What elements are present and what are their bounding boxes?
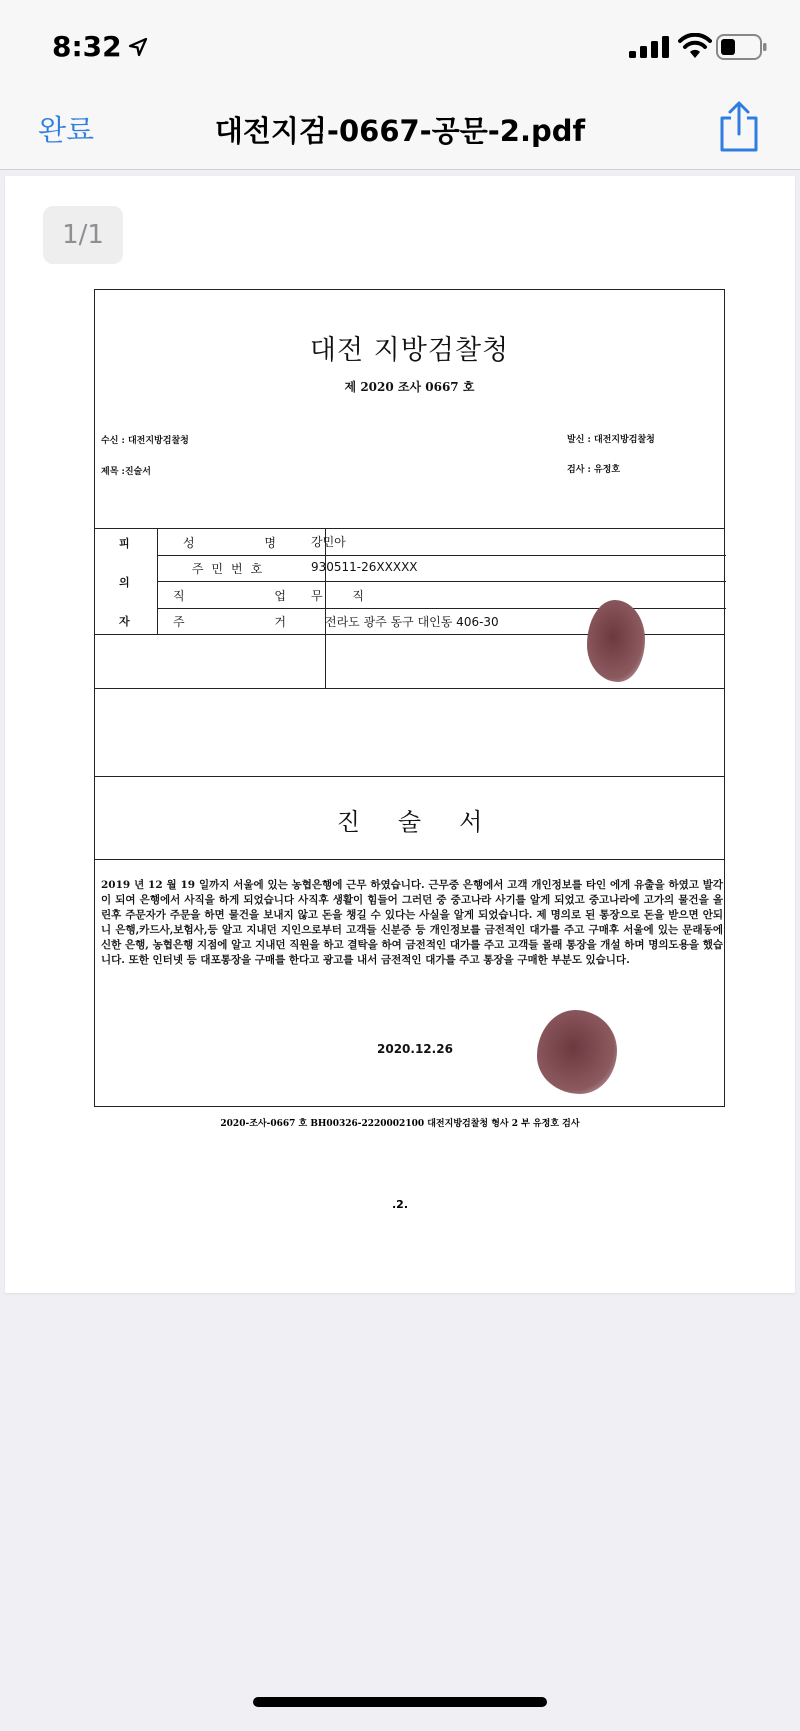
field-label-name: 성 명	[183, 536, 279, 550]
statement-date: 2020.12.26	[377, 1042, 453, 1056]
home-indicator[interactable]	[253, 1697, 547, 1707]
table-line	[95, 688, 724, 689]
table-line	[157, 555, 726, 556]
status-bar	[0, 0, 800, 90]
field-label-id-number: 주민번호	[191, 562, 271, 576]
done-button[interactable]: 완료	[38, 113, 95, 147]
prosecutor: 검사 : 유정호	[567, 465, 621, 475]
statement-body: 2019 년 12 월 19 일까지 서울에 있는 농협은행에 근무 하였습니다. 근무중 은행에서 고객 개인정보를 타인 에게 유출을 하였고 발각이 되여 은행에서 사직을 하게 되었습니다 사직후 생활이 힘들어 그러던 중 중고나라 사기를 알게 되었고 중고나라에 고가의 물건을 올린후 주문자가 주문을 하면 물건을 보내지 않고 돈을 챙길 수 있다는 사실을 알게 되었습니다. 제 명의로 된 통장으로 돈을 받으면 안되니 은행,카드사,보험사,등 알고 지내던 지인으로부터 고객들 신분증 등 개인정보를 금전적인 대가를 주고 구매후 서울에 있는 문래동에 신한 은행, 농협은행 지점에 알고 지내던 직원을 하고 결탁을 하여 금전적인 대가를 주고 고객들 몰래 통장을 개설 하며 명의도용을 했습니다. 또한 인터넷 등 대포통장을 구매를 한다고 광고를 내서 금전적인 대가를 주고 통장을 구매한 부분도 있습니다.	[101, 879, 723, 966]
field-value-occupation: 무 직	[311, 589, 364, 603]
subject: 제목 :진술서	[101, 467, 151, 477]
page-indicator: 1/1	[43, 206, 123, 264]
field-value-name: 강민아	[311, 535, 346, 549]
navigation-bar	[0, 90, 800, 170]
table-line	[95, 859, 724, 860]
field-label-address: 주 거	[173, 615, 289, 629]
signal-icon	[628, 36, 670, 58]
table-line	[325, 528, 326, 688]
page-number: .2.	[391, 1198, 408, 1211]
document-title: 대전지검-0667-공문-2.pdf	[214, 114, 586, 148]
table-line	[157, 581, 726, 582]
field-value-address: 전라도 광주 동구 대인동 406-30	[325, 615, 499, 629]
suspect-label: 피	[119, 537, 130, 550]
fingerprint-stamp	[537, 1010, 617, 1094]
recipient: 수신 : 대전지방검찰청	[101, 436, 189, 446]
status-time: 8:32	[52, 30, 122, 63]
fingerprint-stamp	[587, 600, 645, 682]
suspect-label: 자	[119, 615, 130, 628]
table-line	[157, 608, 726, 609]
battery-icon	[716, 34, 768, 60]
document-footer: 2020-조사-0667 호 BH00326-2220002100 대전지방검찰청 형사 2 부 유정호 검사	[220, 1119, 580, 1129]
agency-title: 대전 지방검찰청	[309, 335, 510, 366]
location-arrow-icon	[128, 37, 148, 57]
table-line	[95, 776, 724, 777]
wifi-icon	[678, 33, 712, 59]
official-document	[94, 289, 725, 1107]
sender: 발신 : 대전지방검찰청	[567, 435, 655, 445]
share-icon[interactable]	[716, 100, 762, 154]
table-line	[95, 528, 724, 529]
field-value-id-number: 930511-26XXXXX	[311, 560, 418, 574]
suspect-label: 의	[119, 576, 130, 589]
pdf-page[interactable]	[5, 176, 795, 1293]
field-label-occupation: 직 업	[173, 589, 289, 603]
case-number: 제 2020 조사 0667 호	[344, 380, 475, 394]
statement-heading: 진술서	[336, 808, 521, 836]
